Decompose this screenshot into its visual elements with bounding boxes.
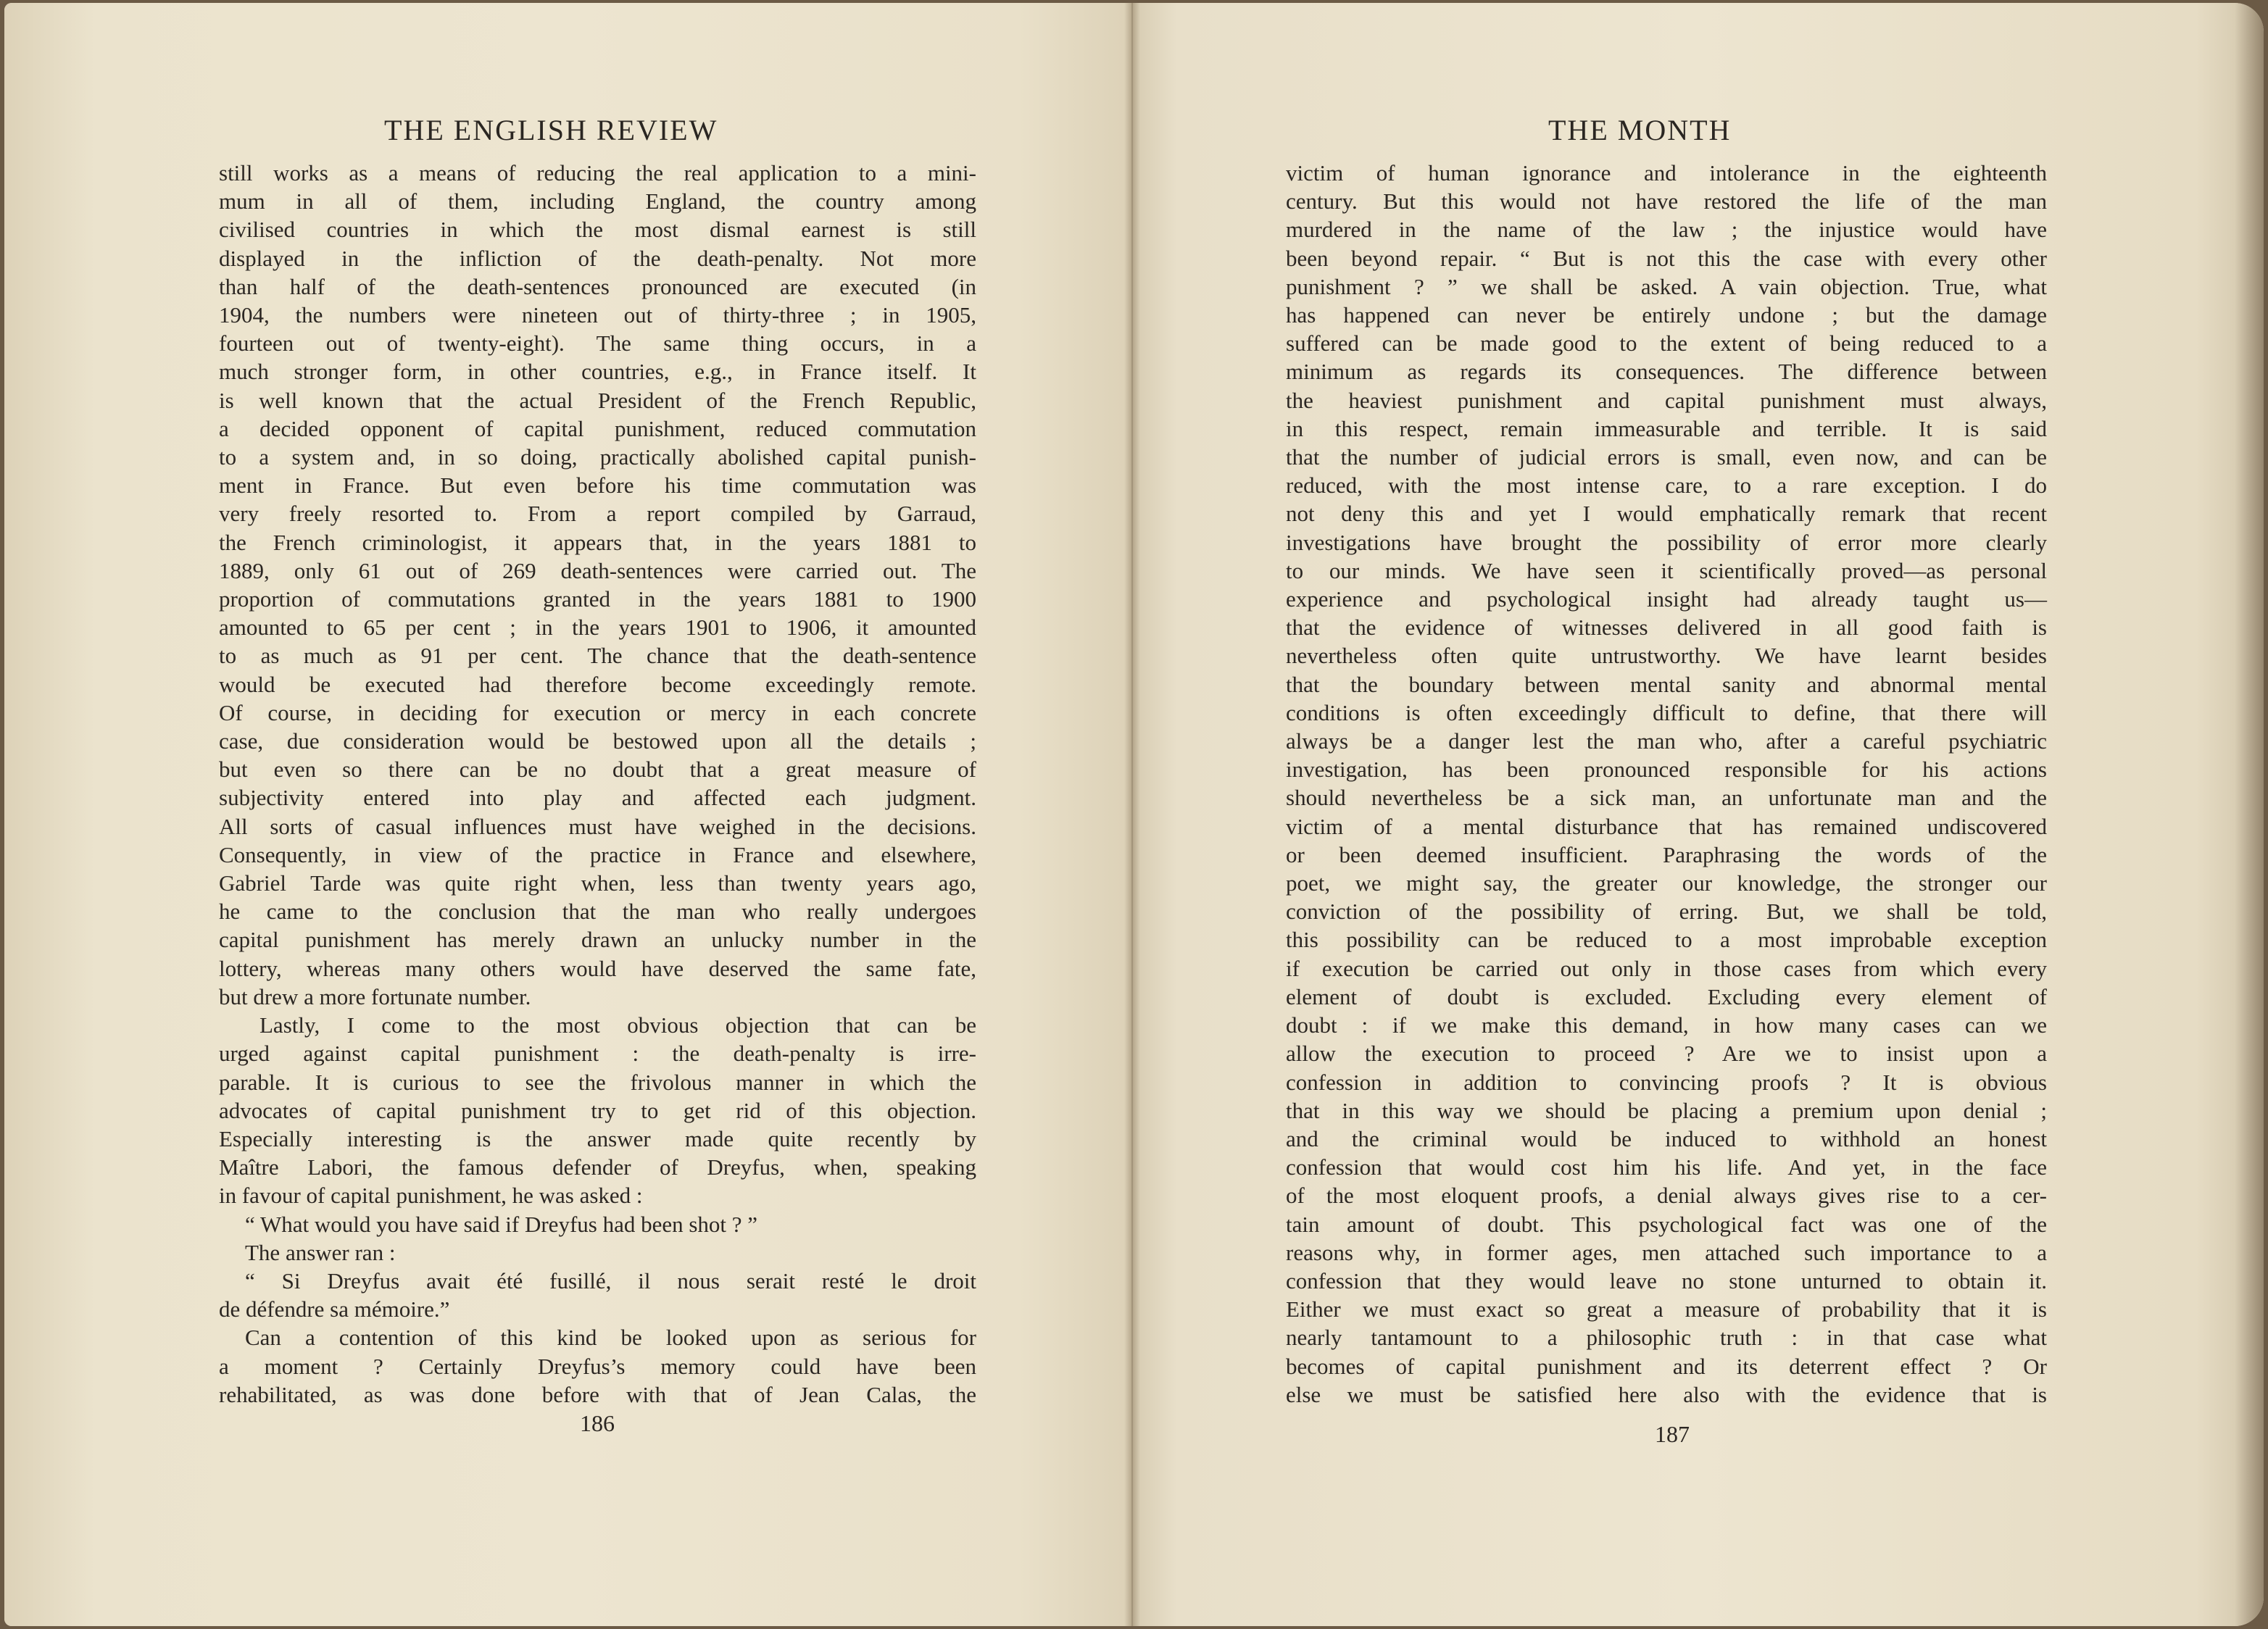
text-line: or been deemed insufficient. Paraphrasing the words of the — [1286, 841, 2047, 867]
text-line: Consequently, in view of the practice in France and elsewhere, — [219, 841, 976, 867]
text-line: ment in France. But even before his time commutation was — [219, 472, 976, 499]
text-line: nevertheless often quite untrustworthy. We have learnt besides — [1286, 643, 2047, 669]
text-line: advocates of capital punishment try to get rid of this objection. — [219, 1097, 976, 1123]
text-line: tain amount of doubt. This psychological fact was one of the — [1286, 1211, 2047, 1237]
text-line: proportion of commutations granted in the years 1881 to 1900 — [219, 586, 976, 612]
text-line: amounted to 65 per cent ; in the years 1901 to 1906, it amounted — [219, 614, 976, 641]
text-line: 1889, only 61 out of 269 death-sentences were carried out. The — [219, 557, 976, 583]
text-line: else we must be satisfied here also with the evidence that is — [1286, 1381, 2047, 1407]
text-line: becomes of capital punishment and its deterrent effect ? Or — [1286, 1353, 2047, 1379]
text-line: de défendre sa mémoire.” — [219, 1296, 450, 1322]
text-line: punishment ? ” we shall be asked. A vain objection. True, what — [1286, 273, 2047, 299]
text-line: “ Si Dreyfus avait été fusillé, il nous serait resté le droit — [245, 1267, 976, 1293]
text-line: “ What would you have said if Dreyfus had been shot ? ” — [245, 1211, 758, 1237]
text-line: would be executed had therefore become exceedingly remote. — [219, 671, 976, 697]
text-line: he came to the conclusion that the man who really undergoes — [219, 899, 976, 925]
text-line: subjectivity entered into play and affected each judgment. — [219, 785, 976, 811]
text-line: rehabilitated, as was done before with that of Jean Calas, the — [219, 1381, 976, 1407]
text-line: in this respect, remain immeasurable and terrible. It is said — [1286, 415, 2047, 441]
right-running-head: THE MONTH — [1548, 114, 1732, 146]
text-line: Maître Labori, the famous defender of Dreyfus, when, speaking — [219, 1154, 976, 1180]
text-line: lottery, whereas many others would have deserved the same fate, — [219, 955, 976, 981]
book-gutter — [1124, 3, 1140, 1626]
text-line: that the evidence of witnesses delivered in all good faith is — [1286, 614, 2047, 641]
text-line: of the most eloquent proofs, a denial always gives rise to a cer- — [1286, 1183, 2047, 1209]
text-line: century. But this would not have restored the life of the man — [1286, 188, 2047, 214]
text-line: suffered can be made good to the extent of being reduced to a — [1286, 330, 2047, 357]
text-line: and the criminal would be induced to withhold an honest — [1286, 1125, 2047, 1151]
left-page-text — [219, 159, 976, 1409]
text-line: in favour of capital punishment, he was asked : — [219, 1183, 643, 1209]
text-line: a moment ? Certainly Dreyfus’s memory could have been — [219, 1353, 976, 1379]
text-line: allow the execution to proceed ? Are we to insist upon a — [1286, 1041, 2047, 1067]
text-line: than half of the death-sentences pronounced are executed (in — [219, 273, 976, 299]
text-line: Gabriel Tarde was quite right when, less than twenty years ago, — [219, 870, 976, 896]
text-line: confession in addition to convincing proofs ? It is obvious — [1286, 1069, 2047, 1095]
text-line: conditions is often exceedingly difficult to define, that there will — [1286, 699, 2047, 725]
text-line: been beyond repair. “ But is not this the case with every other — [1286, 245, 2047, 271]
text-line: investigations have brought the possibility of error more clearly — [1286, 529, 2047, 555]
text-line: confession that they would leave no stone unturned to obtain it. — [1286, 1267, 2047, 1293]
left-page — [4, 3, 1131, 1626]
text-line: is well known that the actual President of the French Republic, — [219, 387, 976, 413]
text-line: poet, we might say, the greater our knowledge, the stronger our — [1286, 870, 2047, 896]
text-line: reasons why, in former ages, men attached such importance to a — [1286, 1239, 2047, 1265]
text-line: always be a danger lest the man who, after a careful psychiatric — [1286, 728, 2047, 754]
text-line: The answer ran : — [245, 1239, 396, 1265]
text-line: to as much as 91 per cent. The chance that the death-sentence — [219, 643, 976, 669]
text-line: this possibility can be reduced to a most improbable exception — [1286, 927, 2047, 953]
text-line: to our minds. We have seen it scientifically proved—as personal — [1286, 557, 2047, 583]
text-line: that the boundary between mental sanity and abnormal mental — [1286, 671, 2047, 697]
text-line: minimum as regards its consequences. The difference between — [1286, 359, 2047, 385]
text-line: case, due consideration would be bestowed upon all the details ; — [219, 728, 976, 754]
text-line: victim of human ignorance and intolerance in the eighteenth — [1286, 160, 2047, 186]
text-line: displayed in the infliction of the death-penalty. Not more — [219, 245, 976, 271]
text-line: capital punishment has merely drawn an unlucky number in the — [219, 927, 976, 953]
text-line: but drew a more fortunate number. — [219, 983, 531, 1009]
text-line: victim of a mental disturbance that has remained undiscovered — [1286, 813, 2047, 839]
text-line: the heaviest punishment and capital punishment must always, — [1286, 387, 2047, 413]
text-line: should nevertheless be a sick man, an unfortunate man and the — [1286, 785, 2047, 811]
text-line: Of course, in deciding for execution or mercy in each concrete — [219, 699, 976, 725]
text-line: not deny this and yet I would emphatically remark that recent — [1286, 501, 2047, 527]
text-line: doubt : if we make this demand, in how many cases can we — [1286, 1012, 2047, 1038]
text-line: has happened can never be entirely undone ; but the damage — [1286, 302, 2047, 328]
text-line: if execution be carried out only in those cases from which every — [1286, 955, 2047, 981]
text-line: much stronger form, in other countries, e.g., in France itself. It — [219, 359, 976, 385]
right-page-number: 187 — [1655, 1421, 1690, 1447]
text-line: parable. It is curious to see the frivolous manner in which the — [219, 1069, 976, 1095]
text-line: very freely resorted to. From a report compiled by Garraud, — [219, 501, 976, 527]
text-line: urged against capital punishment : the death-penalty is irre- — [219, 1041, 976, 1067]
text-line: a decided opponent of capital punishment, reduced commutation — [219, 415, 976, 441]
text-line: Lastly, I come to the most obvious objection that can be — [259, 1012, 976, 1038]
text-line: murdered in the name of the law ; the injustice would have — [1286, 217, 2047, 243]
text-line: mum in all of them, including England, the country among — [219, 188, 976, 214]
text-line: Either we must exact so great a measure of probability that it is — [1286, 1296, 2047, 1322]
left-running-head: THE ENGLISH REVIEW — [384, 114, 718, 146]
text-line: fourteen out of twenty-eight). The same thing occurs, in a — [219, 330, 976, 357]
text-line: Especially interesting is the answer made quite recently by — [219, 1125, 976, 1151]
text-line: civilised countries in which the most dismal earnest is still — [219, 217, 976, 243]
text-line: that in this way we should be placing a premium upon denial ; — [1286, 1097, 2047, 1123]
text-line: All sorts of casual influences must have weighed in the decisions. — [219, 813, 976, 839]
text-line: Can a contention of this kind be looked upon as serious for — [245, 1325, 976, 1351]
text-line: nearly tantamount to a philosophic truth : in that case what — [1286, 1325, 2047, 1351]
text-line: but even so there can be no doubt that a great measure of — [219, 757, 976, 783]
text-line: conviction of the possibility of erring. But, we shall be told, — [1286, 899, 2047, 925]
right-page — [1131, 3, 2264, 1626]
text-line: element of doubt is excluded. Excluding every element of — [1286, 983, 2047, 1009]
text-line: confession that would cost him his life. And yet, in the face — [1286, 1154, 2047, 1180]
right-page-text — [1286, 159, 2047, 1409]
text-line: experience and psychological insight had already taught us— — [1286, 586, 2047, 612]
text-line: 1904, the numbers were nineteen out of thirty-three ; in 1905, — [219, 302, 976, 328]
text-line: to a system and, in so doing, practically abolished capital punish- — [219, 444, 976, 470]
text-line: investigation, has been pronounced responsible for his actions — [1286, 757, 2047, 783]
text-line: still works as a means of reducing the real application to a mini- — [219, 160, 976, 186]
text-line: that the number of judicial errors is small, even now, and can be — [1286, 444, 2047, 470]
book-spread — [4, 3, 2264, 1626]
text-line: the French criminologist, it appears that, in the years 1881 to — [219, 529, 976, 555]
page-edge-shadow — [2235, 3, 2264, 1626]
text-line: reduced, with the most intense care, to a rare exception. I do — [1286, 472, 2047, 499]
left-page-number: 186 — [580, 1410, 615, 1436]
